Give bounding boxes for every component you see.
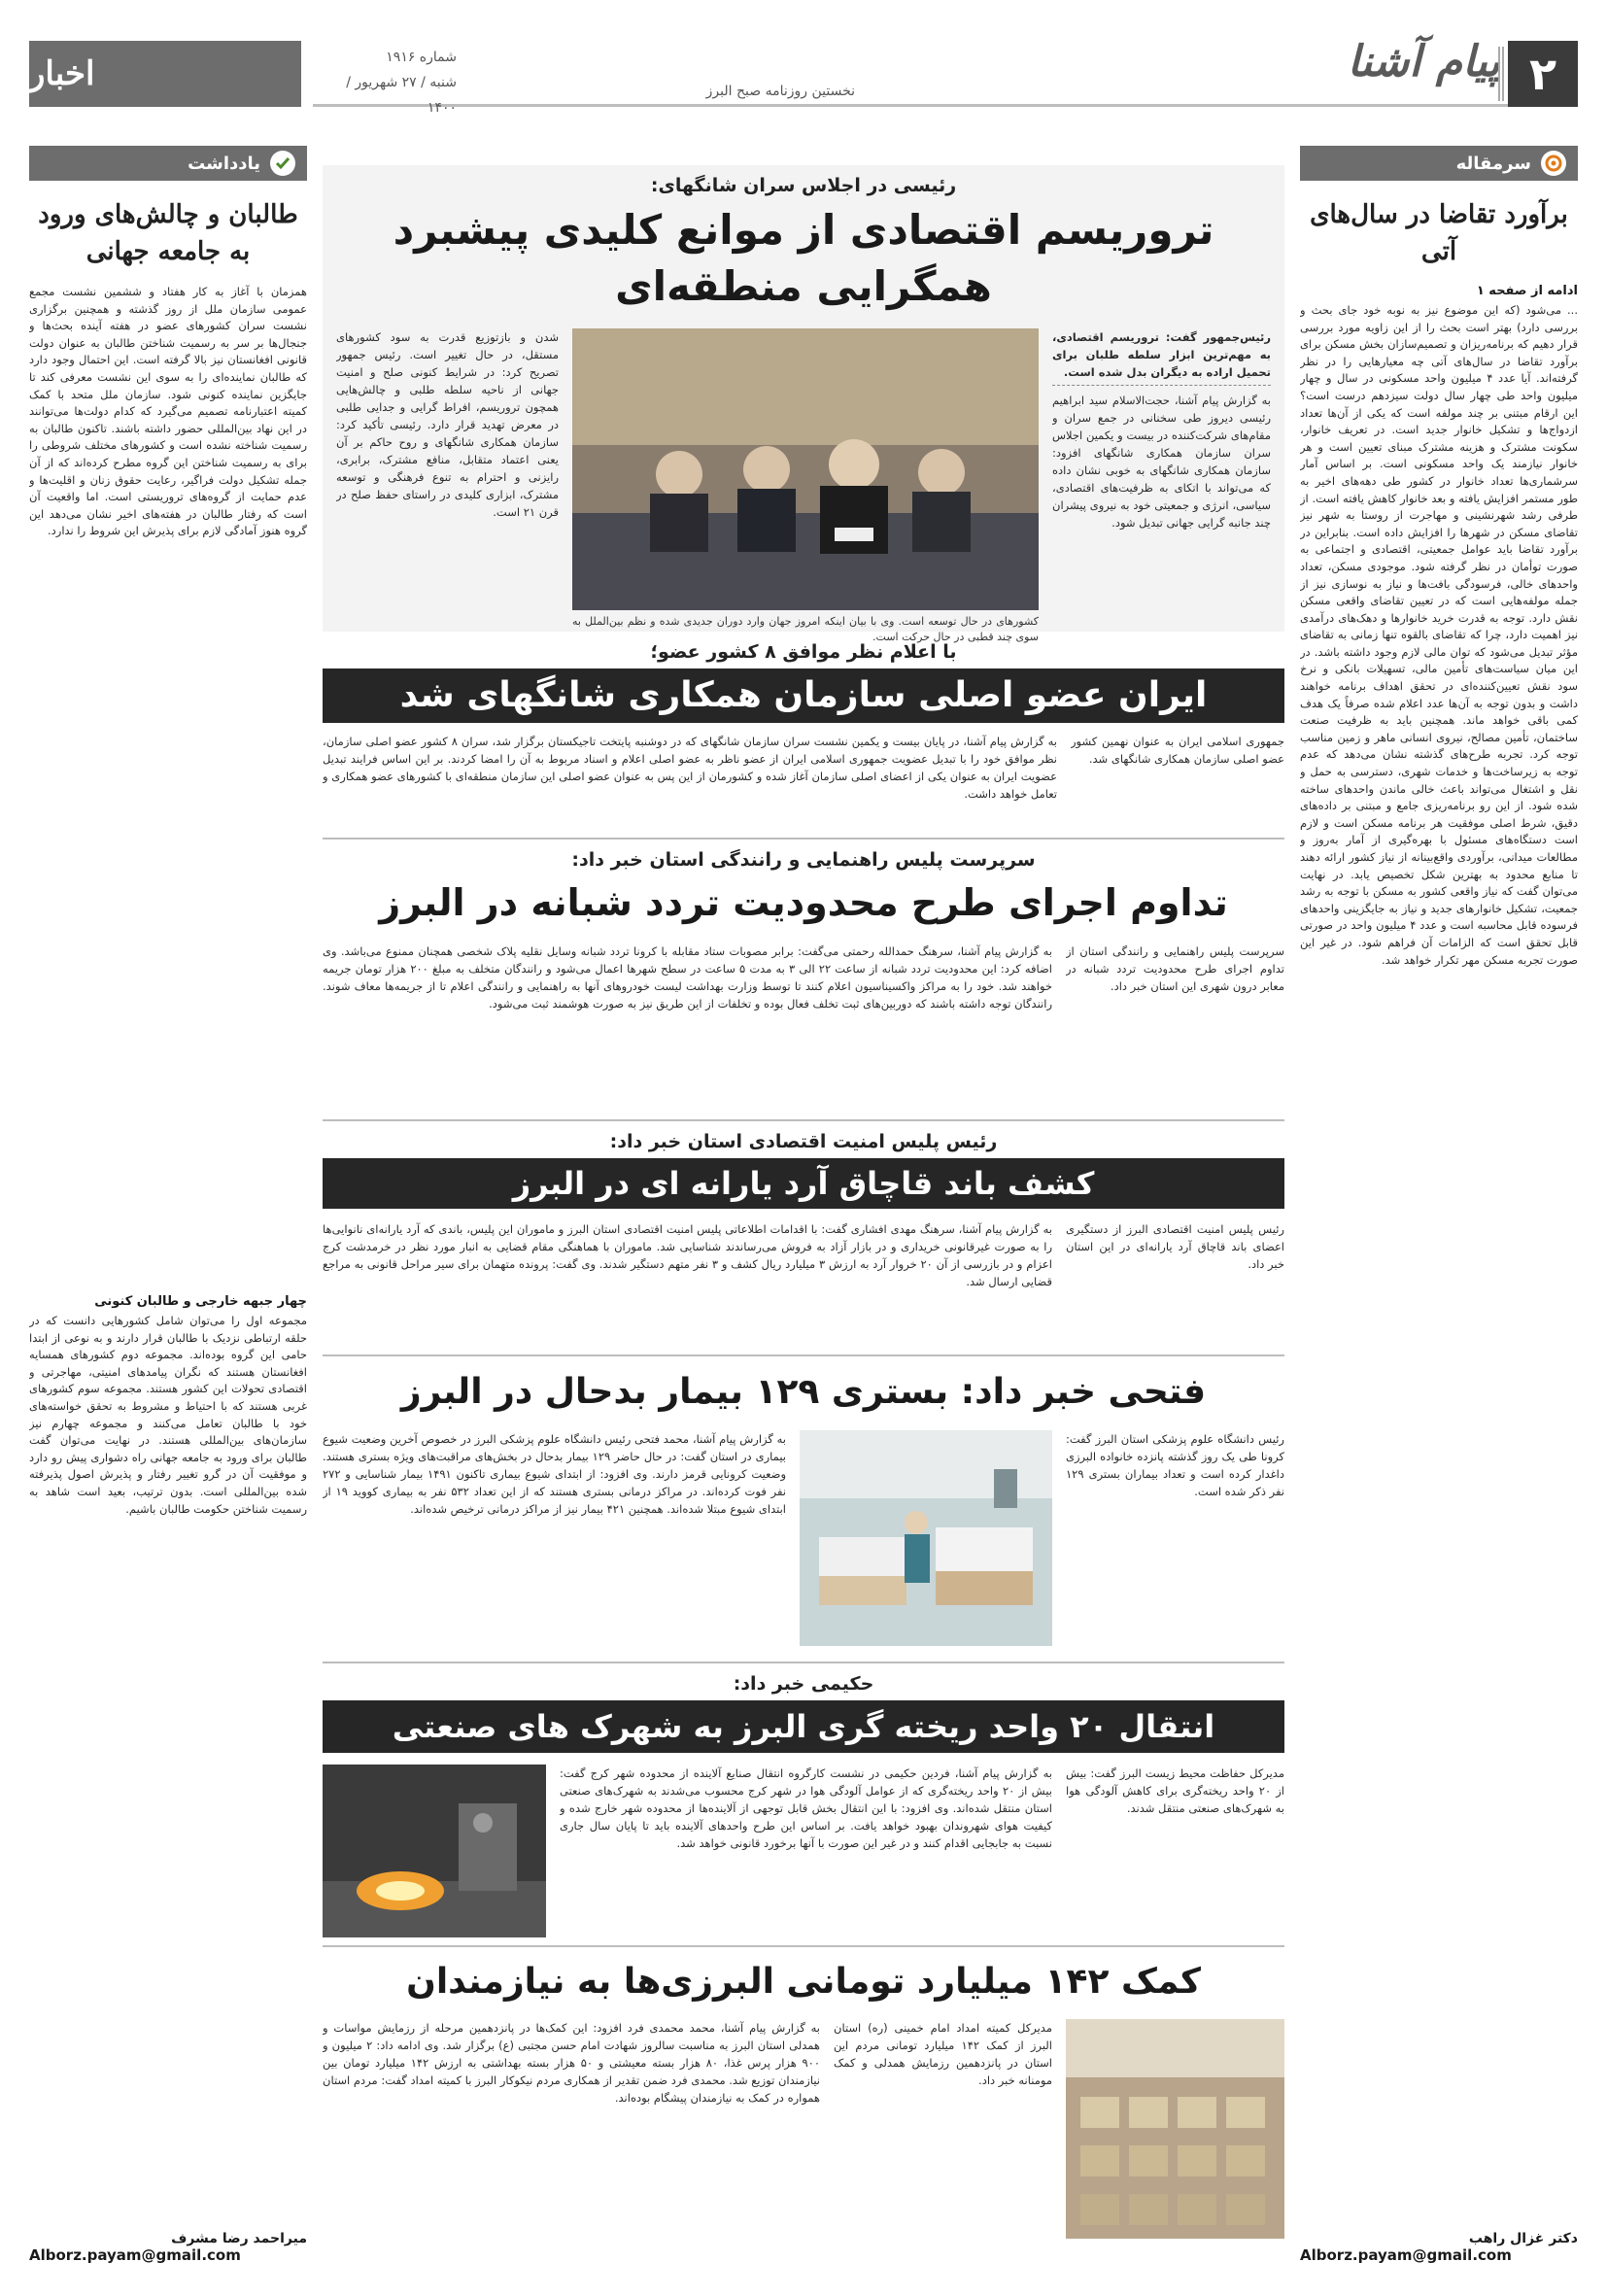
- article-lead: رئیس‌جمهور گفت: تروریسم اقتصادی، به مهم‌ترین ابزار سلطه طلبان برای تحمیل اراده به دیگران بدل شده است.: [1052, 328, 1271, 386]
- article-charity-aid: [323, 1955, 1284, 2264]
- article-headline: کشف باند قاچاق آرد یارانه ای در البرز: [323, 1158, 1284, 1209]
- foundry-photo: [323, 1765, 546, 1937]
- article-kicker: حکیمی خبر داد:: [733, 1673, 874, 1695]
- note-header: [29, 146, 307, 181]
- article-headline: کمک ۱۴۲ میلیارد تومانی البرزی‌ها به نیازمندان: [406, 1962, 1201, 2002]
- note-footer: [29, 2223, 307, 2264]
- note-email[interactable]: Alborz.payam@gmail.com: [29, 2246, 241, 2264]
- editorial-continued: ادامه از صفحه ۱: [1476, 284, 1578, 298]
- article-headline: انتقال ۲۰ واحد ریخته گری البرز به شهرک های صنعتی: [323, 1700, 1284, 1753]
- article-sco-summit: [323, 165, 1284, 643]
- article-body: به گزارش پیام آشنا، محمد محمدی فرد افزود: این کمک‌ها در پانزدهمین مرحله از رزمایش مواسات و همدلی استان البرز به مناسبت سالروز شهادت امام حسن مجتبی (ع) برگزار شد. وی ادامه داد: ۲ میلیون و ۹۰۰ هزار پرس غذا، ۸۰ هزار بسته معیشتی و ۵۰ هزار بسته بهداشتی به ارزش ۱۴۲ میلیارد تومان بین نیازمندان توزیع شد. محمدی فرد ضمن تقدیر از همکاری مردم نیکوکار البرز با کمیته امداد گفت: مردم استان همواره در کمک به نیازمندان پیشگام بوده‌اند.: [323, 2021, 820, 2105]
- tagline: نخستین روزنامه صبح البرز: [705, 84, 855, 99]
- divider: [323, 1662, 1284, 1663]
- article-headline: ایران عضو اصلی سازمان همکاری شانگهای شد: [323, 668, 1284, 723]
- article-lead: جمهوری اسلامی ایران به عنوان نهمین کشور عضو اصلی سازمان همکاری شانگهای شد.: [1071, 735, 1284, 766]
- editorial-email[interactable]: Alborz.payam@gmail.com: [1300, 2246, 1512, 2264]
- article-foundry-relocation: [323, 1673, 1284, 1945]
- section-title: اخبار: [29, 54, 95, 93]
- article-headline: تروریسم اقتصادی از موانع کلیدی پیشبرد همگرایی منطقه‌ای: [393, 206, 1214, 310]
- note-body-1: همزمان با آغاز به کار هفتاد و ششمین نشست مجمع عمومی سازمان ملل از روز گذشته و همچنین برگزاری نشست سران کشورهای عضو در هفته آینده بحث‌ها و جنجال‌ها بر سر به رسمیت شناختن طالبان به عنوان دولت قانونی افغانستان نیز بالا گرفته است. این احتمال وجود دارد که طالبان نماینده‌ای را به سوی این نشست معرفی کند تا جایگزین نماینده کنونی شود. سازمان ملل متحد با کمک کمیته اعتبارنامه تصمیم می‌گیرد که کدام دولت‌ها می‌توانند در این نهاد بین‌المللی حضور داشته باشند. تاکنون طالبان به رسمیت شناخته نشده است و کشورهای مختلف شروطی را برای به رسمیت شناختن این گروه مطرح کرده‌اند که از آن جمله تشکیل دولت فراگیر، رعایت حقوق زنان و اقلیت‌ها و عدم حمایت از گروه‌های تروریستی است. اما واقعیت آن است که رفتار طالبان در هفته‌های اخیر نشان می‌دهد این گروه هنوز آمادگی لازم برای پذیرش این شروط را ندارد.: [29, 285, 307, 538]
- divider: [323, 1354, 1284, 1356]
- article-lead: سرپرست پلیس راهنمایی و رانندگی استان از تداوم اجرای طرح محدودیت تردد شبانه در معابر درون شهری این استان خبر داد.: [1066, 944, 1284, 993]
- editorial-footer: [1300, 2223, 1578, 2264]
- article-body: به گزارش پیام آشنا، محمد فتحی رئیس دانشگاه علوم پزشکی البرز در خصوص آخرین وضعیت شیوع بیماری در استان گفت: در حال حاضر ۱۲۹ بیمار بدحال در بخش‌های مراقبت‌های ویژه بستری هستند. وضعیت کرونایی قرمز دارند. وی افزود: از ابتدای شیوع بیماری تاکنون ۱۴۹۱ بیمار شناسایی و ۲۷۲ نفر فوت کرده‌اند. در مراکز درمانی بستری هستند که از این تعداد ۵۳۲ نفر به بیماری کووید ۱۹ از ابتدای شیوع مبتلا شده‌اند. همچنین ۴۲۱ بیمار نیز از مراکز درمانی ترخیص شده‌اند.: [323, 1432, 786, 1516]
- article-body: به گزارش پیام آشنا، فردین حکیمی در نشست کارگروه انتقال صنایع آلاینده از محدوده شهر کرج گفت: بیش از ۲۰ واحد ریخته‌گری که از عوامل آلودگی هوا در شهر کرج محسوب می‌شدند به شهرک‌های صنعتی استان منتقل شده‌اند. وی افزود: با این انتقال بخش قابل توجهی از آلاینده‌ها از محدوده شهر خارج شده و کیفیت هوای شهروندان بهبود خواهد یافت. بر اساس این طرح واحدهای آلاینده باید تا پایان سال جاری نسبت به جابجایی اقدام کنند و در غیر این صورت با آنها برخورد قانونی خواهد شد.: [560, 1766, 1052, 1850]
- hospital-photo: [800, 1430, 1052, 1646]
- editorial-icon: [1541, 151, 1566, 176]
- editorial-header: [1300, 146, 1578, 181]
- article-body: به گزارش پیام آشنا، در پایان بیست و یکمین نشست سران سازمان شانگهای که در دوشنبه پایتخت تاجیکستان برگزار شد، سران ۸ کشور عضو اصلی سازمان، نظر موافق خود را با تبدیل عضویت جمهوری اسلامی ایران از عضو ناظر به عضو اصلی اعلام و اسناد مربوط به آن را امضا کردند. بر این اساس فرایند تبدیل عضویت ایران به عنوان یکی از اعضای اصلی سازمان آغاز شده و کشورمان از این پس به عنوان عضو اصلی این سازمان منطقه‌ای با کشورهای عضو همکاری و تعامل خواهد داشت.: [323, 735, 1057, 801]
- note-body-2: مجموعه اول را می‌توان شامل کشورهایی دانست که در حلقه ارتباطی نزدیک با طالبان قرار دارند و به نوعی از ابتدا حامی این گروه بوده‌اند. مجموعه دوم کشورهای همسایه افغانستان هستند که نگران پیامدهای امنیتی، مهاجرتی و اقتصادی تحولات این کشور هستند. مجموعه سوم کشورهای غربی هستند که با احتیاط و مشروط به تحقق خواسته‌های خود با طالبان تعامل می‌کنند و مجموعه چهارم نیز سازمان‌های بین‌المللی هستند. در نهایت می‌توان گفت طالبان برای ورود به جامعه جهانی راه دشواری پیش رو دارد و موفقیت آن در گرو تغییر رفتار و پذیرش اصول پذیرفته شده بین‌المللی است. بدون ترتیب، بعید است شاهد به رسمیت شناختن حکومت طالبان باشیم.: [29, 1314, 307, 1516]
- article-iran-sco-membership: [323, 641, 1284, 826]
- masthead: [29, 37, 1578, 116]
- note-column: [29, 146, 307, 2264]
- article-lead: مدیرکل حفاظت محیط زیست البرز گفت: بیش از ۲۰ واحد ریخته‌گری برای کاهش آلودگی هوا به شهرک‌های صنعتی منتقل شدند.: [1066, 1766, 1284, 1815]
- divider: [323, 1945, 1284, 1947]
- article-body: به گزارش پیام آشنا، سرهنگ مهدی افشاری گفت: با اقدامات اطلاعاتی پلیس امنیت اقتصادی استان البرز و ماموران این پلیس، باندی که آرد یارانه‌ای نانوایی‌ها را به صورت غیرقانونی خریداری و در بازار آزاد به فروش می‌رساندند شناسایی شد. ماموران با هماهنگی مقام قضایی به انبار مورد نظر در خرمدشت کرج اعزام و در بازرسی از آن ۲۰ خروار آرد به ارزش ۳ میلیارد ریال کشف و ۳ نفر متهم دستگیر شدند. وی گفت: پرونده متهمان برای سیر مراحل قانونی به مراجع قضایی ارسال شد.: [323, 1222, 1052, 1288]
- divider: [323, 838, 1284, 840]
- note-header-label: یادداشت: [188, 153, 260, 174]
- note-subhead: چهار جبهه خارجی و طالبان کنونی: [94, 1294, 307, 1309]
- article-kicker: سرپرست پلیس راهنمایی و رانندگی استان خبر داد:: [571, 849, 1036, 871]
- editorial-body: ... می‌شود (که این موضوع نیز به نوبه خود جای بحث و بررسی دارد) بهتر است بحث را از این زاویه مورد بررسی قرار دهیم که برنامه‌ریزان و تصمیم‌سازان بخش مسکن برای برآورد تقاضا در سال‌های آتی چه معیارهایی را در نظر گرفته‌اند. آیا عدد ۴ میلیون واحد مسکونی در سال و چهار میلیون واحد طی چهار سال دولت سیزدهم درست است؟ این ارقام مبتنی بر چند مولفه است که یکی از آن‌ها تعداد ازدواج‌ها و تشکیل خانوار جدید است. در تعریف خانوار، سکونت مشترک و هزینه مشترک مبنای تعیین است و هر خانوار نیازمند یک واحد مسکونی است. بر اساس آمار سرشماری‌ها تعداد خانوار در کشور طی دهه‌های اخیر به طور مستمر افزایش یافته و بعد خانوار کاهش یافته است. از طرفی رشد شهرنشینی و مهاجرت از روستا به شهر نیز تقاضای مسکن در شهرها را افزایش داده است. بنابراین در برآورد تقاضا باید عوامل جمعیتی، اقتصادی و اجتماعی به صورت توأمان در نظر گرفته شود. موجودی مسکن، تعداد واحدهای خالی، فرسودگی بافت‌ها و نیاز به نوسازی نیز از جمله مولفه‌هایی است که در تعیین تقاضای واقعی مسکن نقش دارد. توجه به قدرت خرید خانوارها و دهک‌های درآمدی نیز اهمیت دارد، چرا که تقاضای بالقوه تنها زمانی به تقاضای مؤثر تبدیل می‌شود که توان مالی لازم وجود داشته باشد. در این میان سیاست‌های تأمین مالی، تسهیلات بانکی و نرخ سود نقش تعیین‌کننده‌ای در تحقق اهداف برنامه خواهند داشت و بدون توجه به آن‌ها عدد اعلام شده صرفاً یک هدف کمی باقی خواهد ماند. همچنین باید به ظرفیت صنعت ساختمان، تأمین مصالح، نیروی انسانی ماهر و زمین مناسب توجه کرد. تجربه طرح‌های گذشته نشان می‌دهد که عدم توجه به زیرساخت‌ها و خدمات شهری، دسترسی به حمل و نقل و اشتغال می‌تواند باعث خالی ماندن واحدهای ساخته شده شود. از این رو برنامه‌ریزی جامع و مبتنی بر داده‌های دقیق، شرط اصلی موفقیت هر برنامه مسکن است و لازم است دستگاه‌های مسئول با بهره‌گیری از آمار به‌روز و مطالعات میدانی، برآوردی واقع‌بینانه از نیاز کشور ارائه دهند تا منابع محدود به بهترین شکل تخصیص یابد. در نهایت می‌توان گفت که نیاز واقعی کشور به مسکن با توجه به رشد جمعیت، تشکیل خانوارهای جدید و نیاز به جایگزینی واحدهای فرسوده قابل محاسبه است و عدد ۴ میلیون واحد در صورتی قابل تحقق است که الزامات آن فراهم شود. در غیر این صورت تجربه مسکن مهر تکرار خواهد شد.: [1300, 303, 1578, 967]
- editorial-author: دکتر غزال راهب: [1468, 2231, 1578, 2246]
- summit-photo: [572, 328, 1039, 610]
- article-lead: رئیس دانشگاه علوم پزشکی استان البرز گفت: کرونا طی یک روز گذشته پانزده خانواده البرزی داغدار کرده است و تعداد بیماران بستری ۱۲۹ نفر ذکر شده است.: [1066, 1432, 1284, 1498]
- article-kicker: رئیسی در اجلاس سران شانگهای:: [650, 175, 957, 196]
- newspaper-logo: پیام آشنا: [1347, 37, 1500, 86]
- editorial-header-label: سرمقاله: [1455, 153, 1531, 174]
- article-kicker: رئیس پلیس امنیت اقتصادی استان خبر داد:: [609, 1131, 998, 1152]
- editorial-column: [1300, 146, 1578, 2264]
- page-number: ۲: [1508, 41, 1578, 107]
- divider: [323, 1119, 1284, 1121]
- note-title: طالبان و چالش‌های ورود به جامعه جهانی: [38, 200, 298, 266]
- article-lead: مدیرکل کمیته امداد امام خمینی (ره) استان البرز از کمک ۱۴۲ میلیارد تومانی مردم این استان در پانزدهمین رزمایش همدلی و کمک مومنانه خبر داد.: [834, 2021, 1052, 2087]
- section-banner: [29, 41, 301, 107]
- issue-info: [321, 45, 457, 120]
- issue-date: شنبه / ۲۷ شهریور / ۱۴۰۰: [346, 75, 457, 116]
- article-body-continued: شدن و بازتوزیع قدرت به سود کشورهای مستقل، در حال تغییر است. رئیس جمهور تصریح کرد: در شرایط کنونی صلح و امنیت جهانی از ناحیه سلطه طلبی و چالش‌هایی همچون تروریسم، افراط گرایی و جدایی طلبی در معرض تهدید قرار دارد. رئیسی تأکید کرد: سازمان همکاری شانگهای و روح حاکم بر آن یعنی اعتماد متقابل، منافع مشترک، برابری، رایزنی و احترام به تنوع فرهنگی و توسعه مشترک، ابزاری کلیدی در راستای حفظ صلح در قرن ۲۱ است.: [336, 330, 559, 519]
- article-lead: رئیس پلیس امنیت اقتصادی البرز از دستگیری اعضای باند قاچاق آرد یارانه‌ای در این استان خبر داد.: [1066, 1222, 1284, 1271]
- main-column: [323, 146, 1284, 2264]
- article-headline: فتحی خبر داد: بستری ۱۲۹ بیمار بدحال در البرز: [400, 1372, 1207, 1412]
- editorial-title: برآورد تقاضا در سال‌های آتی: [1310, 200, 1568, 266]
- photo-caption: کشورهای در حال توسعه است. وی با بیان اینکه امروز جهان وارد دوران جدیدی شده و نظم بین‌الملل به سوی چند قطبی در حال حرکت است.: [572, 615, 1039, 643]
- issue-number: شماره ۱۹۱۶: [386, 50, 457, 65]
- article-headline: تداوم اجرای طرح محدودیت تردد شبانه در البرز: [379, 881, 1228, 924]
- aid-packages-photo: [1066, 2019, 1284, 2239]
- article-kicker: با اعلام نظر موافق ۸ کشور عضو؛: [650, 641, 957, 663]
- article-body: به گزارش پیام آشنا، حجت‌الاسلام سید ابراهیم رئیسی دیروز طی سخنانی در جمع سران و مقام‌های شرکت‌کننده در بیست و یکمین اجلاس سران سازمان همکاری شانگهای افزود: سازمان همکاری شانگهای به خوبی نشان داده که می‌تواند با اتکای به ظرفیت‌های اقتصادی، سیاسی، انرژی و جمعیتی خود به نیروی پیشران چند جانبه گرایی جهانی تبدیل شود.: [1052, 394, 1271, 530]
- article-body: به گزارش پیام آشنا، سرهنگ حمدالله رحمتی می‌گفت: برابر مصوبات ستاد مقابله با کرونا تردد شبانه وسایل نقلیه پلاک شخصی همچنان ممنوع می‌باشد. وی اضافه کرد: این محدودیت تردد شبانه از ساعت ۲۲ الی ۳ به مدت ۵ ساعت در سطح شهرها اعمال می‌شود و رانندگان متخلف به مبلغ ۲۰۰ هزار تومان جریمه خواهند شد. خود را به مراکز واکسیناسیون اعلام کنند تا توسط وزارت بهداشت لیست خودروهای آنها به راهنمایی و رانندگی اعلام تا از جریمه‌ها معاف شوند. رانندگان توجه داشته باشند که دوربین‌های ثبت تخلف فعال بوده و تخلفات از این طریق نیز به صورت هوشمند ثبت می‌شود.: [323, 944, 1052, 1011]
- decorative-bars: [1498, 47, 1504, 101]
- note-author: میراحمد رضا مشرف: [171, 2231, 307, 2246]
- checkmark-icon: [270, 151, 295, 176]
